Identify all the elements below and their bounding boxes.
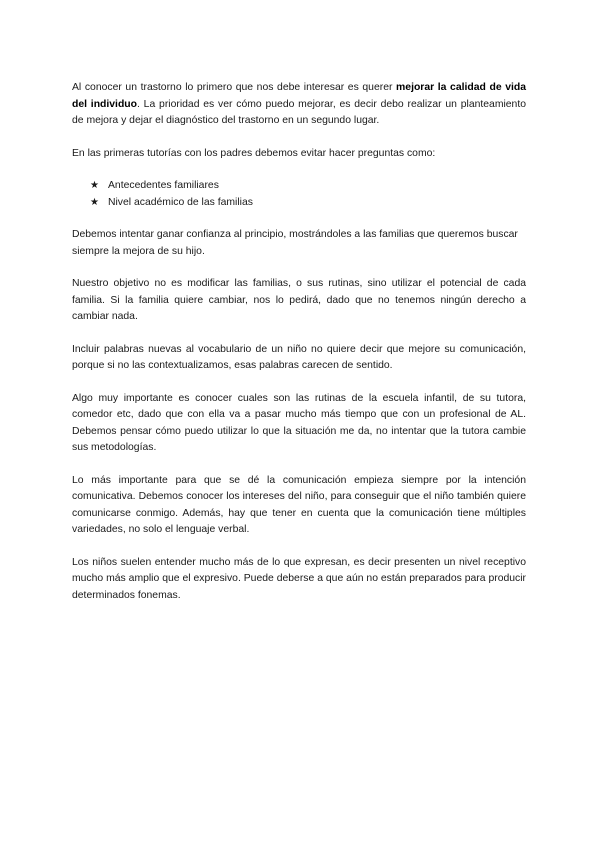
emphasis-quality-of-life: mejorar la calidad de vida del individuo: [72, 82, 526, 110]
list-item-label: Nivel académico de las familias: [108, 196, 253, 208]
paragraph-intro: [72, 80, 526, 130]
list-item-label: Antecedentes familiares: [108, 180, 219, 191]
paragraph-vocabulario: Incluir palabras nuevas al vocabulario de un niño no quiere decir que mejore su comunicación, porque si no las contextualizamos, esas palabras carecen de sentido.: [72, 343, 526, 371]
paragraph-receptivo: Los niños suelen entender mucho más de lo que expresan, es decir presenten un nivel receptivo mucho más amplio que el expresivo. Puede deberse a que aún no están preparados para producir determinados fonemas.: [72, 556, 526, 601]
list-item: [90, 178, 526, 195]
star-bullet-icon: ★: [90, 196, 99, 208]
paragraph-intro-start: Al conocer un trastorno lo primero que nos debe interesar es querer: [72, 82, 397, 93]
paragraph-tutorias: En las primeras tutorías con los padres debemos evitar hacer preguntas como:: [72, 147, 436, 159]
paragraph-objetivo: Nuestro objetivo no es modificar las familias, o sus rutinas, sino utilizar el potencial de cada familia. Si la familia quiere cambiar, nos lo pedirá, dado que no tenemos ningún derecho a cambiar nada.: [72, 278, 526, 322]
list-item: [90, 195, 526, 212]
document-body: [72, 80, 526, 620]
bullet-list: [72, 178, 526, 211]
paragraph-confianza: Debemos intentar ganar confianza al principio, mostrándoles a las familias que queremos buscar siempre la mejora de su hijo.: [72, 229, 518, 257]
paragraph-intro-end: . La prioridad es ver cómo puedo mejorar, es decir debo realizar un planteamiento de mejora y dejar el diagnóstico del trastorno en un segundo lugar.: [72, 98, 527, 126]
paragraph-intencion: Lo más importante para que se dé la comunicación empieza siempre por la intención comunicativa. Debemos conocer los intereses del niño, para conseguir que el niño también quiere comunicarse conmigo. Además, hay que tener en cuenta que la comunicación tiene múltiples variedades, no solo el lenguaje verbal.: [72, 474, 526, 535]
star-bullet-icon: ★: [90, 180, 99, 191]
paragraph-rutinas: Algo muy importante es conocer cuales son las rutinas de la escuela infantil, de su tutora, comedor etc, dado que con ella va a pasar mucho más tiempo que con un profesional de AL. Debemos pensar cómo puedo utilizar lo que la situación me da, no intentar que la tutora cambie sus metodologías.: [72, 392, 526, 453]
